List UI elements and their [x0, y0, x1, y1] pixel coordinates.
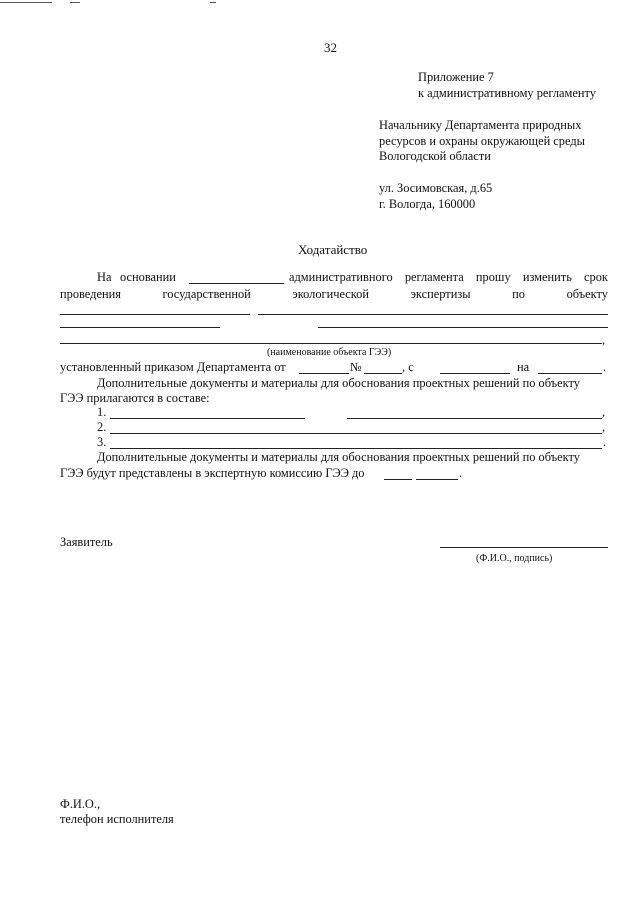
appendix-line-2: к административному регламенту: [418, 86, 596, 100]
item-number: 3.: [97, 435, 107, 449]
blank-submission-date: [416, 479, 458, 480]
body-word: по: [512, 287, 525, 301]
body-word: срок: [584, 270, 608, 284]
object-caption: (наименование объекта ГЭЭ): [267, 347, 392, 358]
blank-end-date: [538, 373, 602, 374]
addressee-line-2: ресурсов и охраны окружающей среды: [379, 134, 585, 148]
body-word: экспертизы: [410, 287, 471, 301]
footer-phone: телефон исполнителя: [60, 812, 174, 826]
blank-object-name: [318, 327, 608, 328]
body-word: основании: [120, 270, 176, 284]
body-word: объекту: [566, 287, 608, 301]
item-number: 2.: [97, 420, 107, 434]
later-line-1: Дополнительные документы и материалы для обоснования проектных решений по объекту: [97, 450, 580, 464]
page-number: 32: [324, 40, 337, 55]
body-word: проведения: [60, 287, 121, 301]
later-line-2: ГЭЭ будут представлены в экспертную комиссию ГЭЭ до: [60, 466, 365, 480]
body-line-1-tail: [289, 270, 608, 285]
applicant-label: Заявитель: [60, 535, 113, 549]
blank-submission-date: [384, 479, 412, 480]
punct-comma: ,: [602, 420, 606, 434]
blank-item-1: [347, 418, 602, 419]
blank-item-3: [110, 448, 602, 449]
footer-fio: Ф.И.О.,: [60, 797, 101, 811]
punct-comma: ,: [602, 333, 606, 347]
addressee-city: г. Вологда, 160000: [379, 197, 476, 211]
blank-order-number: [364, 373, 402, 374]
body-word: изменить: [522, 270, 572, 284]
scan-artifact: [0, 2, 52, 3]
body-word: регламента: [404, 270, 464, 284]
blank-order-date: [299, 373, 349, 374]
blank-regulation: [189, 283, 284, 284]
blank-item-2: [110, 433, 602, 434]
signature-caption: (Ф.И.О., подпись): [476, 553, 553, 564]
order-number-sign: №: [350, 360, 362, 374]
punct-period: .: [603, 360, 607, 374]
addressee-street: ул. Зосимовская, д.65: [379, 181, 493, 195]
blank-object-name: [60, 314, 250, 315]
appendix-line-1: Приложение 7: [418, 70, 494, 84]
order-from: , с: [402, 360, 414, 374]
blank-item-1: [110, 418, 305, 419]
punct-comma: ,: [602, 405, 606, 419]
document-title: Ходатайство: [298, 242, 368, 257]
blank-start-date: [440, 373, 510, 374]
body-word: государственной: [162, 287, 251, 301]
body-word: экологической: [292, 287, 369, 301]
item-number: 1.: [97, 405, 107, 419]
addressee-line-3: Вологодской области: [379, 149, 491, 163]
scan-artifact: [210, 2, 216, 3]
order-to: на: [517, 360, 530, 374]
body-line-2: [60, 287, 608, 302]
order-text: установленный приказом Департамента от: [60, 360, 286, 374]
addressee-line-1: Начальнику Департамента природных: [379, 118, 582, 132]
punct-period: .: [459, 466, 463, 480]
body-word: На: [97, 270, 112, 284]
docs-line-2: ГЭЭ прилагаются в составе:: [60, 391, 210, 405]
docs-line-1: Дополнительные документы и материалы для обоснования проектных решений по объекту: [97, 376, 580, 390]
punct-period: .: [603, 435, 607, 449]
blank-object-name: [258, 314, 608, 315]
blank-signature: [440, 547, 608, 548]
body-word: прошу: [475, 270, 511, 284]
scan-artifact: [70, 2, 80, 3]
blank-object-name: [60, 327, 220, 328]
blank-object-name: [60, 343, 602, 344]
body-word: административного: [289, 270, 393, 284]
